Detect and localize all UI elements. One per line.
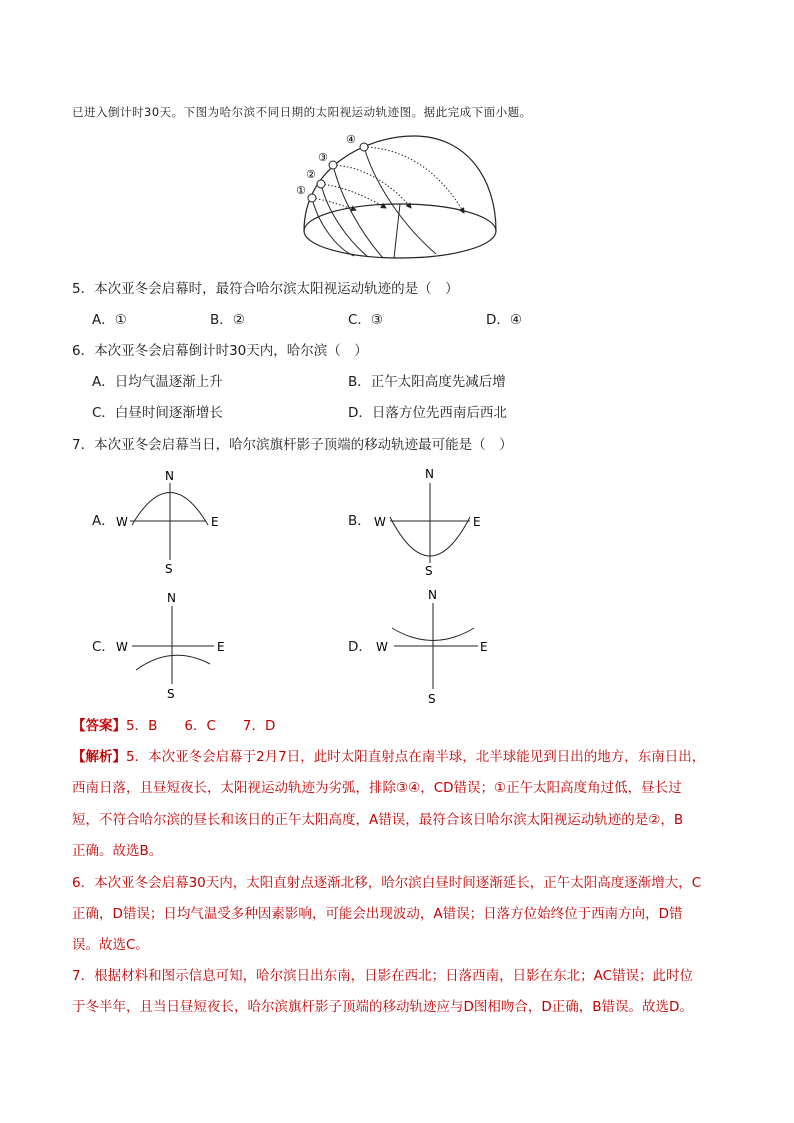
north-label: N (167, 591, 176, 605)
horizon-ellipse (304, 204, 496, 258)
south-label: S (165, 562, 173, 575)
east-label: E (480, 640, 488, 654)
q5-option-c[interactable]: C．③ (348, 312, 384, 328)
sun-path-3 (333, 165, 383, 258)
label-2: ② (306, 168, 316, 181)
sun-path-1 (312, 198, 354, 256)
dome-outline (304, 136, 496, 231)
east-label: E (473, 515, 481, 529)
analysis-line-3: 短，不符合哈尔滨的昼长和该日的正午太阳高度，A错误，最符合该日哈尔滨太阳视运动轨迹的是②，B (72, 812, 684, 828)
q7-option-b-label[interactable]: B． (348, 513, 371, 529)
label-1: ① (296, 184, 306, 197)
q5-option-a[interactable]: A．① (92, 312, 127, 328)
sun-path-diagram (296, 128, 506, 268)
q6-option-a[interactable]: A．日均气温逐渐上升 (92, 374, 223, 390)
analysis-line-6: 正确，D错误；日均气温受多种因素影响，可能会出现波动，A错误；日落方位始终位于西南方向，D错 (72, 906, 683, 922)
east-label: E (217, 640, 225, 654)
q7-stem: 7．本次亚冬会启幕当日，哈尔滨旗杆影子顶端的移动轨迹最可能是（ ） (72, 437, 513, 453)
q7-option-b-diagram[interactable] (370, 465, 490, 580)
intro-text: 已进入倒计时30天。下图为哈尔滨不同日期的太阳视运动轨迹图。据此完成下面小题。 (72, 105, 532, 119)
label-4: ④ (346, 133, 356, 146)
q7-option-d-label[interactable]: D． (348, 639, 372, 655)
north-label: N (428, 588, 437, 602)
north-label: N (425, 467, 434, 481)
q5-option-b[interactable]: B．② (210, 312, 245, 328)
q5-stem: 5．本次亚冬会启幕时，最符合哈尔滨太阳视运动轨迹的是（ ） (72, 281, 459, 297)
sun-path-2 (321, 184, 368, 257)
west-label: W (116, 515, 128, 529)
analysis-line-8: 7．根据材料和图示信息可知，哈尔滨日出东南，日影在西北；日落西南，日影在东北；AC错误；此时位 (72, 968, 694, 984)
analysis-line-7: 误。故选C。 (72, 937, 149, 953)
q7-option-a-label[interactable]: A． (92, 513, 115, 529)
q5-option-d[interactable]: D．④ (486, 312, 522, 328)
analysis-tag: 【解析】 (72, 749, 126, 765)
west-label: W (116, 640, 128, 654)
south-label: S (428, 692, 436, 706)
analysis-line-4: 正确。故选B。 (72, 843, 163, 859)
q6-option-c[interactable]: C．白昼时间逐渐增长 (92, 405, 223, 421)
south-label: S (425, 564, 433, 578)
answer-line (72, 716, 275, 736)
label-3: ③ (318, 151, 328, 164)
west-label: W (374, 515, 386, 529)
east-label: E (211, 515, 219, 529)
answer-tag: 【答案】 (72, 718, 126, 734)
sun-path-4 (364, 147, 436, 254)
analysis-line-9: 于冬半年，且当日昼短夜长，哈尔滨旗杆影子顶端的移动轨迹应与D图相吻合，D正确，B错误。故选D。 (72, 999, 693, 1015)
analysis-line-2: 西南日落，且昼短夜长，太阳视运动轨迹为劣弧，排除③④，CD错误；①正午太阳高度角过低，昼长过 (72, 780, 682, 796)
q6-option-d[interactable]: D．日落方位先西南后西北 (348, 405, 507, 421)
q7-option-a-diagram[interactable] (110, 465, 225, 575)
north-label: N (165, 469, 174, 483)
q7-option-d-diagram[interactable] (370, 585, 495, 707)
q6-stem: 6．本次亚冬会启幕倒计时30天内，哈尔滨（ ） (72, 343, 368, 359)
west-label: W (376, 640, 388, 654)
analysis-line-1: 【解析】5．本次亚冬会启幕于2月7日，此时太阳直射点在南半球，北半球能见到日出的地方，东南日出， (72, 749, 706, 765)
q7-option-c-diagram[interactable] (110, 588, 235, 703)
answer-text: 5．B 6．C 7．D (126, 718, 276, 734)
analysis-line-5: 6．本次亚冬会启幕30天内，太阳直射点逐渐北移，哈尔滨白昼时间逐渐延长，正午太阳高度逐渐增大，C (72, 875, 702, 891)
q7-option-c-label[interactable]: C． (92, 639, 115, 655)
south-label: S (167, 687, 175, 701)
q6-option-b[interactable]: B．正午太阳高度先减后增 (348, 374, 506, 390)
